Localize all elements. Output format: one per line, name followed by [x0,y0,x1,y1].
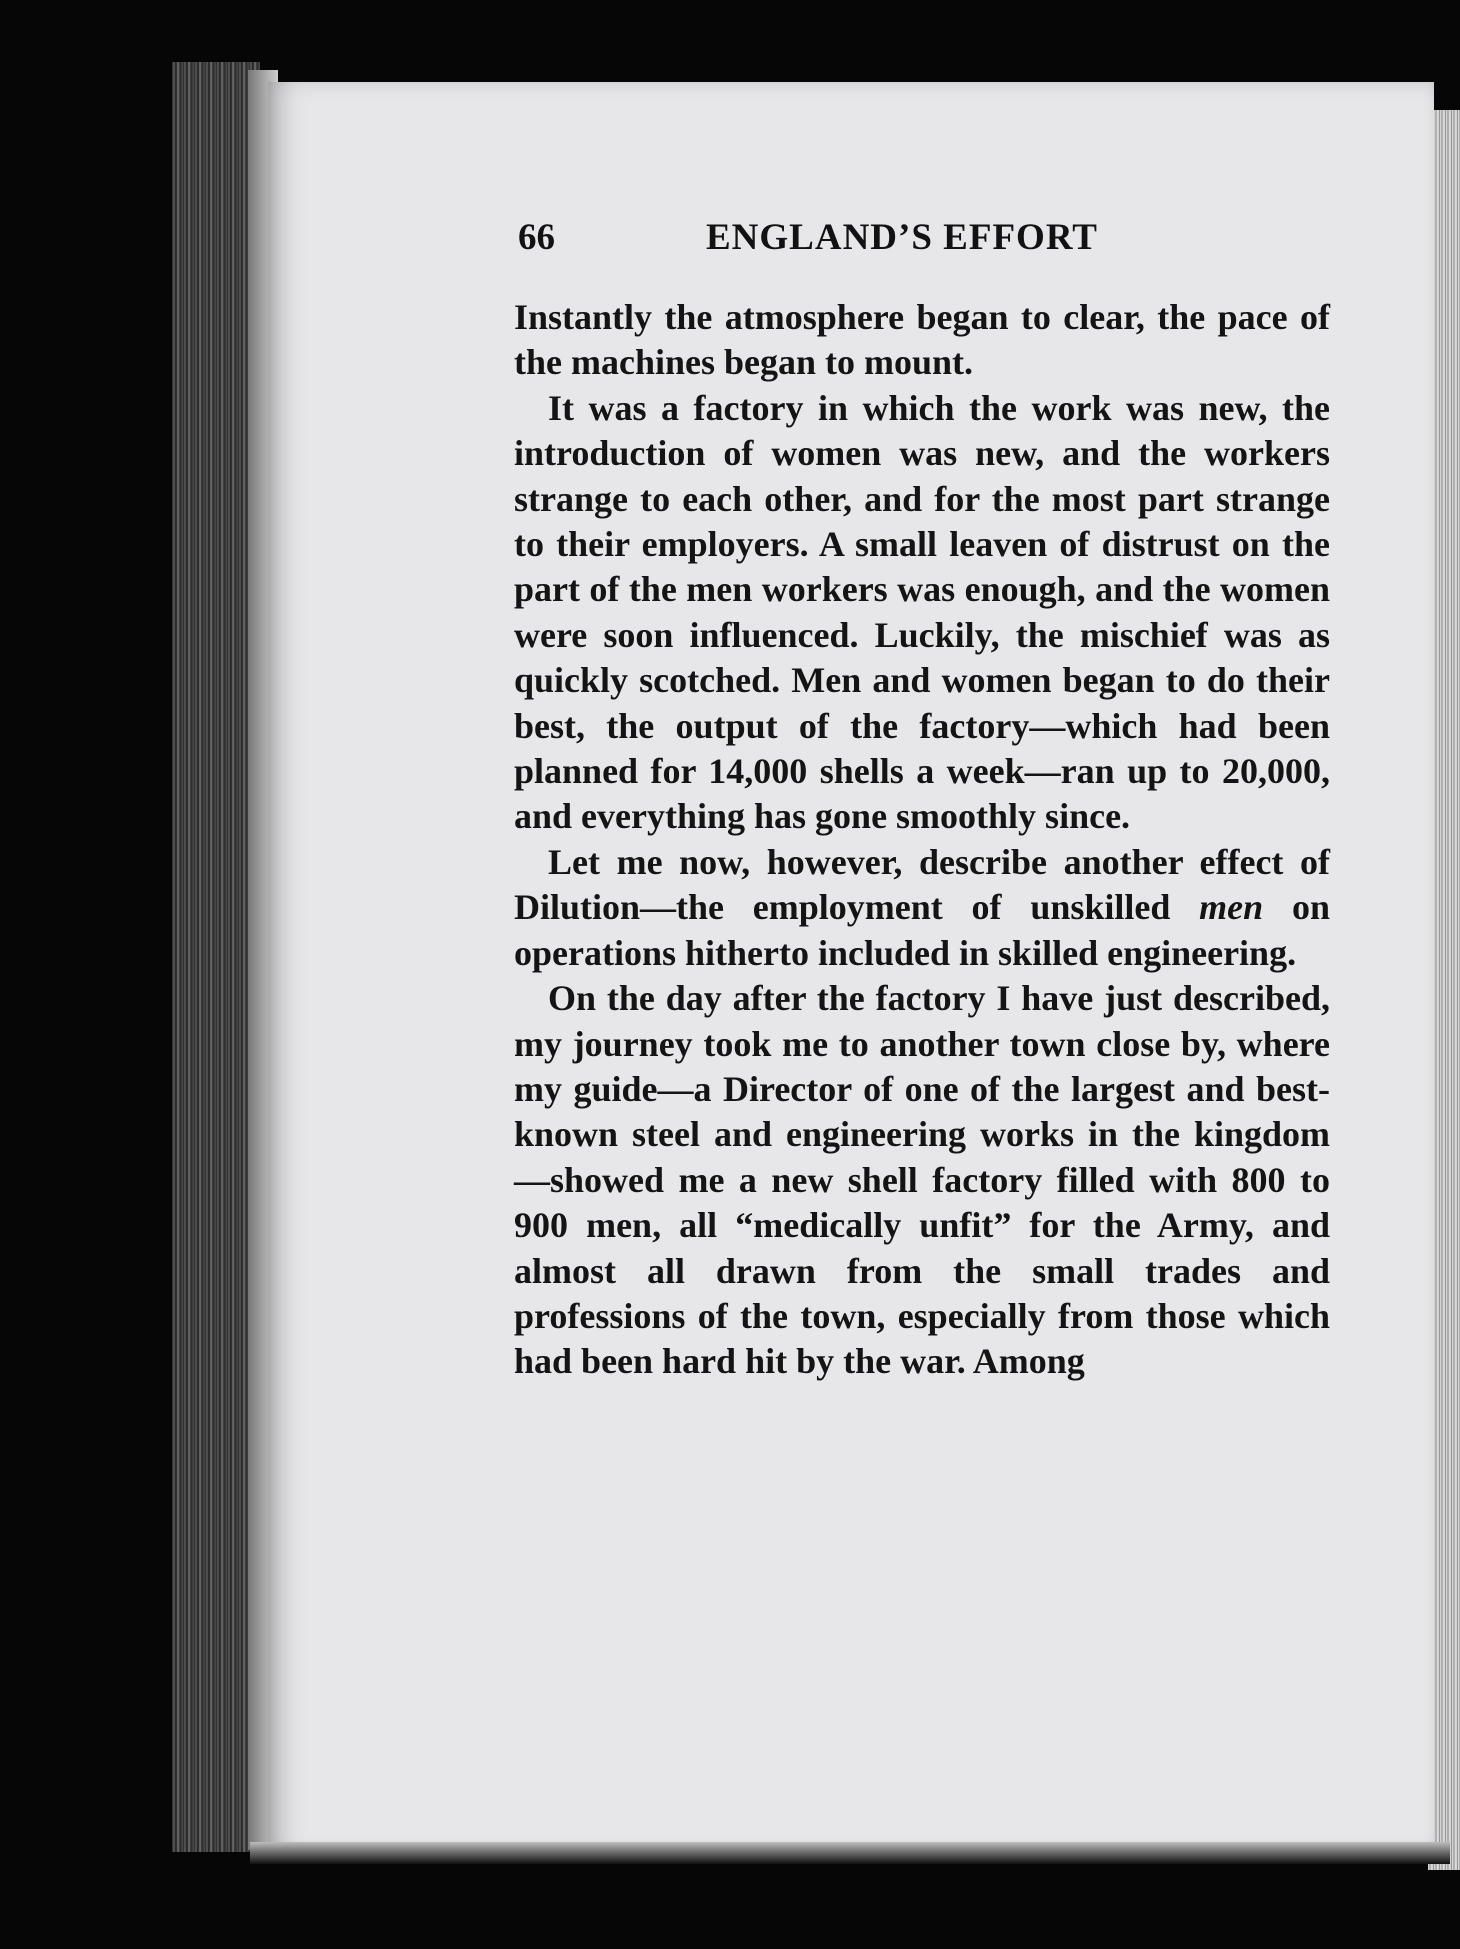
paragraph-3-text-end: on operations hitherto included in skilled engineering. [514,887,1330,973]
page-header [518,216,1150,276]
italic-word: men [1199,887,1264,928]
page-bottom-edge [250,1842,1450,1864]
body-text [514,295,1330,1385]
book-spine [172,62,260,1852]
paragraph-2: It was a factory in which the work was new, the introduction of women was new, and the workers strange to each other, and for the most part strange to their employers. A small leaven of distrust on the part of the men workers was enough, and the women were soon influenced. Luckily, the mischief was as quickly scotched. Men and women began to do their best, the output of the factory—which had been planned for 14,000 shells a week—ran up to 20,000, and everything has gone smoothly since. [514,387,1330,837]
paragraph-3-text-start: Let me now, however, describe another effect of Dilution—the employment of unskilled [514,841,1330,928]
paragraph-3 [514,840,1330,976]
running-title: ENGLAND’S EFFORT [706,217,1098,258]
paragraph-1: Instantly the atmosphere began to clear, the pace of the machines began to mount. [514,297,1330,383]
paragraph-4: On the day after the factory I have just described, my journey took me to another town close by, where my guide—a Director of one of the largest and best-known steel and engineering works in the kingdom—showed me a new shell factory filled with 800 to 900 men, all “medically unfit” for the Army, and almost all drawn from the small trades and professions of the town, especially from those which had been hard hit by the war. Among [514,978,1330,1382]
page-number: 66 [518,217,555,258]
